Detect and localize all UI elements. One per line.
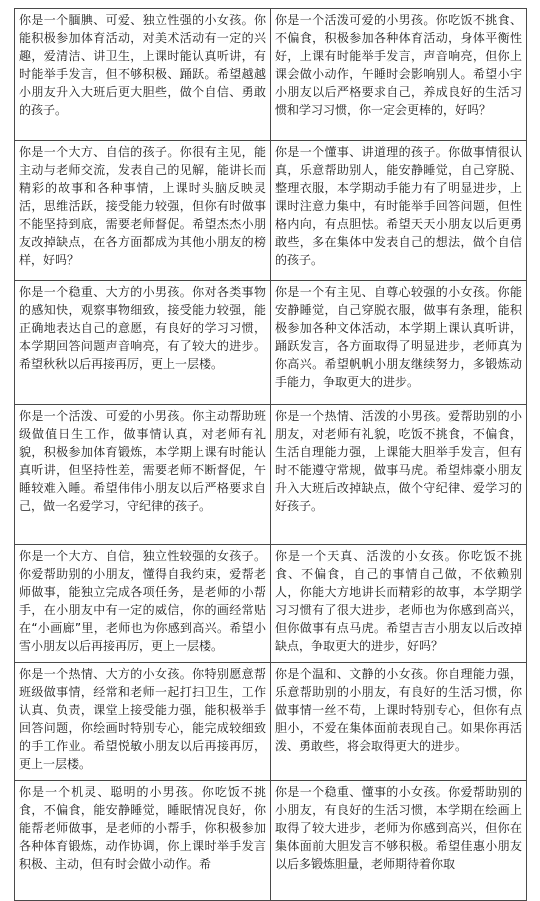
comment-cell-left bbox=[15, 781, 271, 901]
comment-text: 你是一个大方、自信，独立性较强的女孩子。你爱帮助别的小朋友，懂得自我约束，爱帮老师做事，能独立完成各项任务，是老师的小帮手，在小朋友中有一定的威信，你的画经常贴在“小画廊”里，老师也为你感到高兴。希望小雪小朋友以后再接再厉，更上一层楼。 bbox=[19, 549, 266, 653]
comments-page bbox=[14, 8, 527, 901]
comment-cell-right bbox=[271, 9, 527, 141]
comment-cell-right bbox=[271, 141, 527, 281]
comment-cell-left bbox=[15, 9, 271, 141]
comment-text: 你是一个稳重、懂事的小女孩。你爱帮助别的小朋友，有良好的生活习惯，本学期在绘画上取得了较大进步，老师为你感到高兴，但你在集体面前大胆发言不够积极。希望佳惠小朋友以后多锻炼胆量，老师期待着你取 bbox=[275, 785, 522, 871]
comment-text: 你是个温和、文静的小女孩。你自理能力强，乐意帮助别的小朋友，有良好的生活习惯，你做事情一丝不苟，上课时特别专心，但你有点胆小，不爱在集体面前表现自己。如果你再活泼、勇敢些，将会取得更大的进步。 bbox=[275, 667, 522, 753]
comment-cell-right bbox=[271, 405, 527, 545]
comments-table bbox=[14, 8, 527, 901]
comment-text: 你是一个稳重、大方的小男孩。你对各类事物的感知快，观察事物细致，接受能力较强，能正确地表达自己的意愿，有良好的学习习惯，本学期回答问题声音响亮，有了较大的进步。希望秋秋以后再接再厉，更上一层楼。 bbox=[19, 285, 266, 371]
table-row bbox=[15, 141, 527, 281]
comment-cell-right bbox=[271, 663, 527, 781]
comment-cell-right bbox=[271, 545, 527, 663]
table-row bbox=[15, 9, 527, 141]
comment-text: 你是一个天真、活泼的小女孩。你吃饭不挑食、不偏食，自己的事情自己做，不依赖别人，你能大方地讲长而精彩的故事，本学期学习习惯有了很大进步，老师也为你感到高兴，但你做事有点马虎。希望吉吉小朋友以后改掉缺点，争取更大的进步，好吗？ bbox=[275, 549, 522, 653]
comment-cell-left bbox=[15, 141, 271, 281]
table-row bbox=[15, 781, 527, 901]
table-row bbox=[15, 663, 527, 781]
comment-text: 你是一个腼腆、可爱、独立性强的小女孩。你能积极参加体育活动，对美术活动有一定的兴趣，爱清洁、讲卫生，上课时能认真听讲，有时能举手发言，但不够积极、踊跃。希望越越小朋友升入大班后更大胆些，做个自信、勇敢的孩子。 bbox=[19, 13, 266, 117]
comment-text: 你是一个活泼、可爱的小男孩。你主动帮助班级做值日生工作，做事情认真，对老师有礼貌，积极参加体育锻炼，本学期上课有时能认真听讲，但坚持性差，需要老师不断督促，午睡较难入睡。希望伟伟小朋友以后严格要求自己，做一名爱学习，守纪律的孩子。 bbox=[19, 409, 266, 513]
comment-cell-left bbox=[15, 545, 271, 663]
comment-cell-right bbox=[271, 281, 527, 405]
comment-cell-right bbox=[271, 781, 527, 901]
comment-text: 你是一个活泼可爱的小男孩。你吃饭不挑食、不偏食，积极参加各种体育活动，身体平衡性好，上课有时能举手发言，声音响亮，但你上课会做小动作，午睡时会影响别人。希望小宇小朋友以后严格要求自己，养成良好的生活习惯和学习习惯，你一定会更棒的，好吗？ bbox=[275, 13, 522, 117]
comment-cell-left bbox=[15, 281, 271, 405]
table-row bbox=[15, 281, 527, 405]
comment-text: 你是一个有主见、自尊心较强的小女孩。你能安静睡觉，自己穿脱衣服，做事有条理，能积极参加各种文体活动，本学期上课认真听讲，踊跃发言，各方面取得了明显进步，老师真为你高兴。希望帆帆小朋友继续努力，多锻炼动手能力，争取更大的进步。 bbox=[275, 285, 522, 389]
comment-cell-left bbox=[15, 663, 271, 781]
comment-text: 你是一个热情、大方的小女孩。你特别愿意帮班级做事情，经常和老师一起打扫卫生，工作认真、负责，课堂上接受能力强，能积极举手回答问题，你绘画时特别专心，能完成较细致的手工作业。希望悦敏小朋友以后再接再厉，更上一层楼。 bbox=[19, 667, 266, 771]
table-row bbox=[15, 545, 527, 663]
comment-text: 你是一个大方、自信的孩子。你很有主见，能主动与老师交流，发表自己的见解，能讲长而精彩的故事和各种事情，上课时头脑反映灵活，思维活跃，接受能力较强，但你有时做事不能坚持到底，需要老师督促。希望杰杰小朋友改掉缺点，在各方面都成为其他小朋友的榜样，好吗？ bbox=[19, 145, 266, 267]
comment-cell-left bbox=[15, 405, 271, 545]
comment-text: 你是一个懂事、讲道理的孩子。你做事情很认真，乐意帮助别人，能安静睡觉，自己穿脱、整理衣服，本学期动手能力有了明显进步，上课时注意力集中，有时能举手回答问题，但性格内向，有点胆怯。希望天天小朋友以后更勇敢些，多在集体中发表自己的想法，做个自信的孩子。 bbox=[275, 145, 522, 267]
comment-text: 你是一个机灵、聪明的小男孩。你吃饭不挑食，不偏食，能安静睡觉，睡眠情况良好，你能帮老师做事，是老师的小帮手，你积极参加各种体育锻炼，动作协调，你上课时举手发言积极、主动，但有时会做小动作。希 bbox=[19, 785, 266, 871]
comment-text: 你是一个热情、活泼的小男孩。爱帮助别的小朋友，对老师有礼貌，吃饭不挑食，不偏食，生活自理能力强，上课能大胆举手发言，但有时不能遵守常规，做事马虎。希望炜豪小朋友升入大班后改掉缺点，做个守纪律、爱学习的好孩子。 bbox=[275, 409, 522, 513]
table-row bbox=[15, 405, 527, 545]
